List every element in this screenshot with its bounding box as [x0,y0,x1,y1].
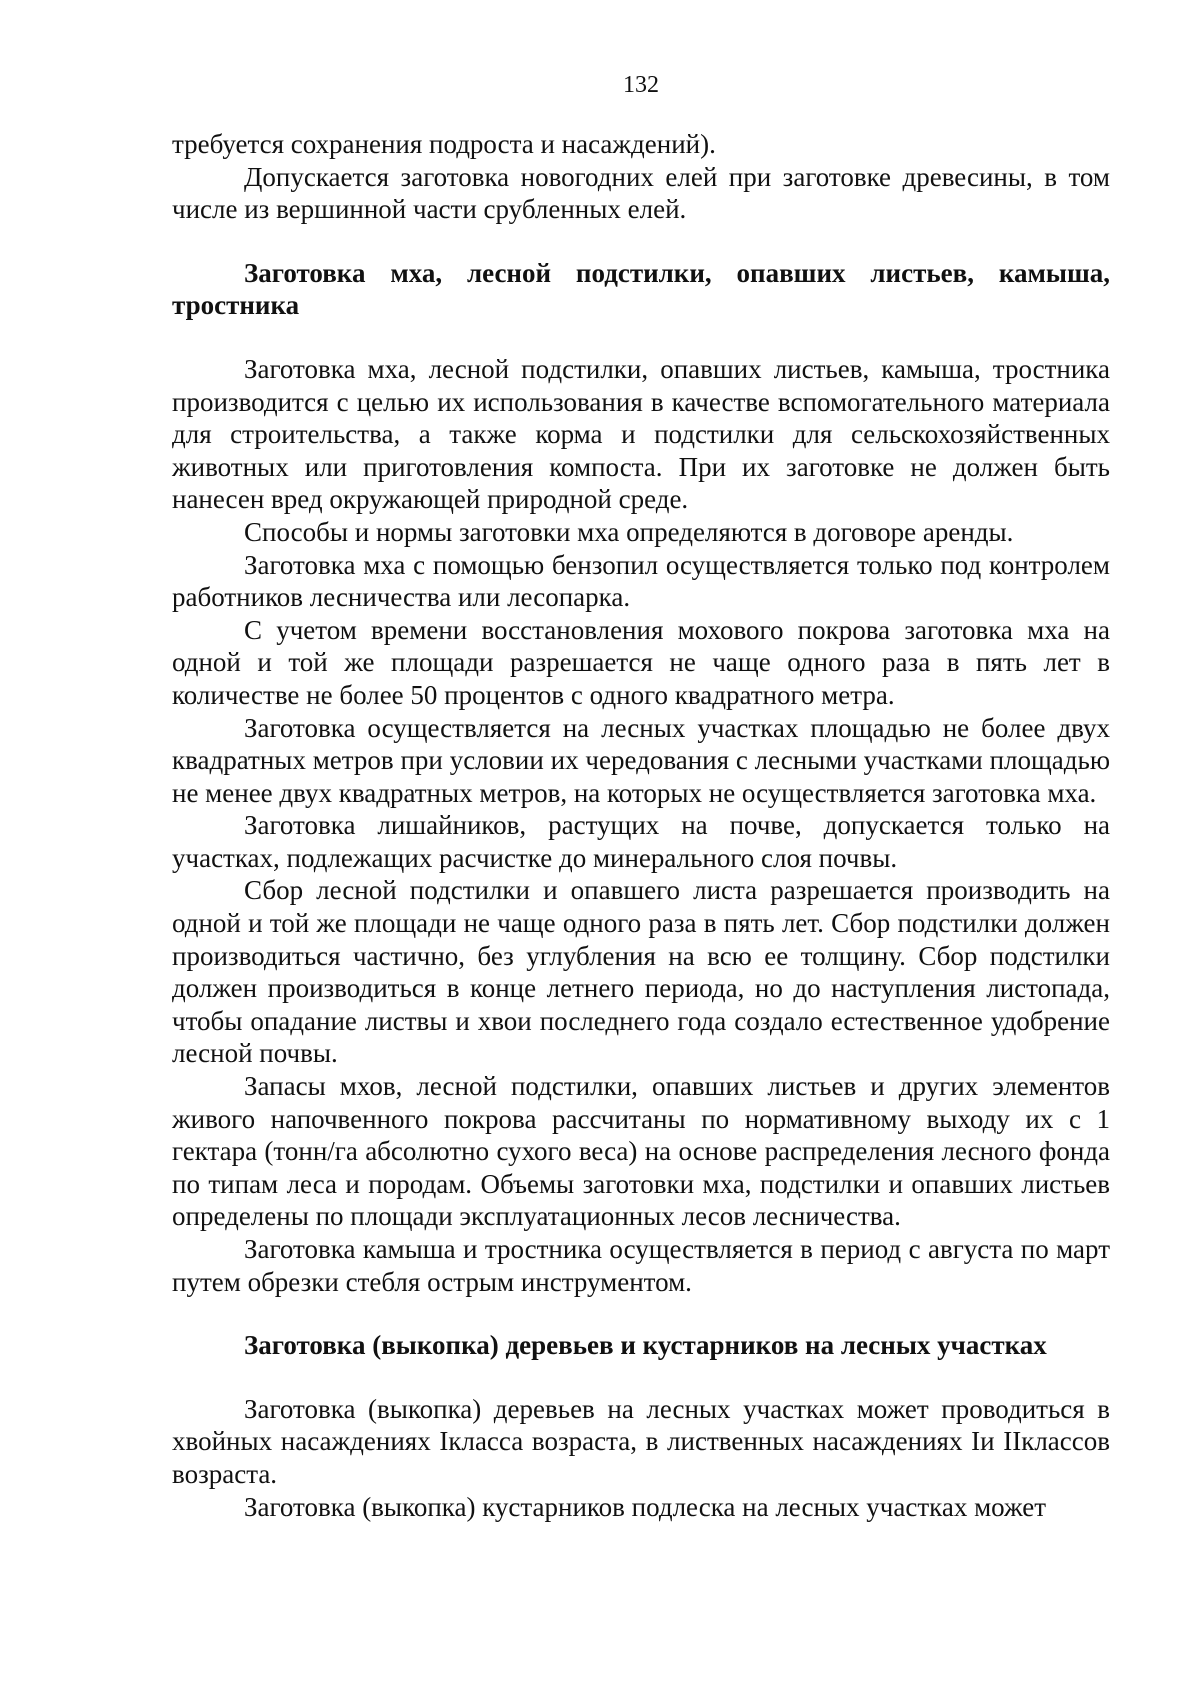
section-heading: Заготовка (выкопка) деревьев и кустарников на лесных участках [244,1330,1047,1361]
paragraph: С учетом времени восстановления мохового покрова заготовка мха на одной и той же площади разрешается не чаще одного раза в пять лет в количестве не более 50 процентов с одного квадратного метра. [172,614,1110,710]
paragraph: Сбор лесной подстилки и опавшего листа разрешается производить на одной и той же площади не чаще одного раза в пять лет. Сбор подстилки должен производиться частично, без углубления на всю ее толщину. Сбор подстилки должен производиться в конце летнего периода, но до наступления листопада, чтобы опадание листвы и хвои последнего года создало естественное удобрение лесной почвы. [172,875,1110,1069]
spacer [172,322,1110,353]
paragraph: Заготовка мха, лесной подстилки, опавших листьев, камыша, тростника производится с целью их использования в качестве вспомогательного материала для строительства, а также корма и подстилки для сельскохозяйственных животных или приготовления компоста. При их заготовке не должен быть нанесен вред окружающей природной среде. [172,353,1110,515]
paragraph: Заготовка (выкопка) деревьев на лесных участках может проводиться в хвойных насаждениях Iкласса возраста, в лиственных насаждениях Iи IIклассов возраста. [172,1393,1110,1489]
paragraph: Заготовка осуществляется на лесных участках площадью не более двух квадратных метров при условии их чередования с лесными участками площадью не менее двух квадратных метров, на которых не осуществляется заготовка мха. [172,712,1110,808]
paragraph: Допускается заготовка новогодних елей при заготовке древесины, в том числе из вершинной части срубленных елей. [172,161,1110,225]
paragraph: Заготовка мха с помощью бензопил осуществляется только под контролем работников лесничества или лесопарка. [172,549,1110,613]
spacer [172,226,1110,257]
page-number: 132 [623,72,659,98]
spacer [172,1362,1110,1393]
document-body [172,128,1110,1523]
paragraph: Запасы мхов, лесной подстилки, опавших листьев и других элементов живого напочвенного покрова рассчитаны по нормативному выходу их с 1 гектара (тонн/га абсолютно сухого веса) на основе распределения лесного фонда по типам леса и породам. Объемы заготовки мха, подстилки и опавших листьев определены по площади эксплуатационных лесов лесничества. [172,1071,1110,1232]
paragraph: Заготовка лишайников, растущих на почве, допускается только на участках, подлежащих расчистке до минерального слоя почвы. [172,810,1110,873]
spacer [172,1298,1110,1329]
paragraph: требуется сохранения подроста и насаждений). [172,129,716,159]
paragraph: Заготовка камыша и тростника осуществляется в период с августа по март путем обрезки стебля острым инструментом. [172,1234,1110,1297]
section-heading: Заготовка мха, лесной подстилки, опавших листьев, камыша, тростника [172,257,1110,321]
paragraph: Заготовка (выкопка) кустарников подлеска на лесных участках может [244,1491,1047,1522]
paragraph: Способы и нормы заготовки мха определяются в договоре аренды. [244,516,1014,547]
